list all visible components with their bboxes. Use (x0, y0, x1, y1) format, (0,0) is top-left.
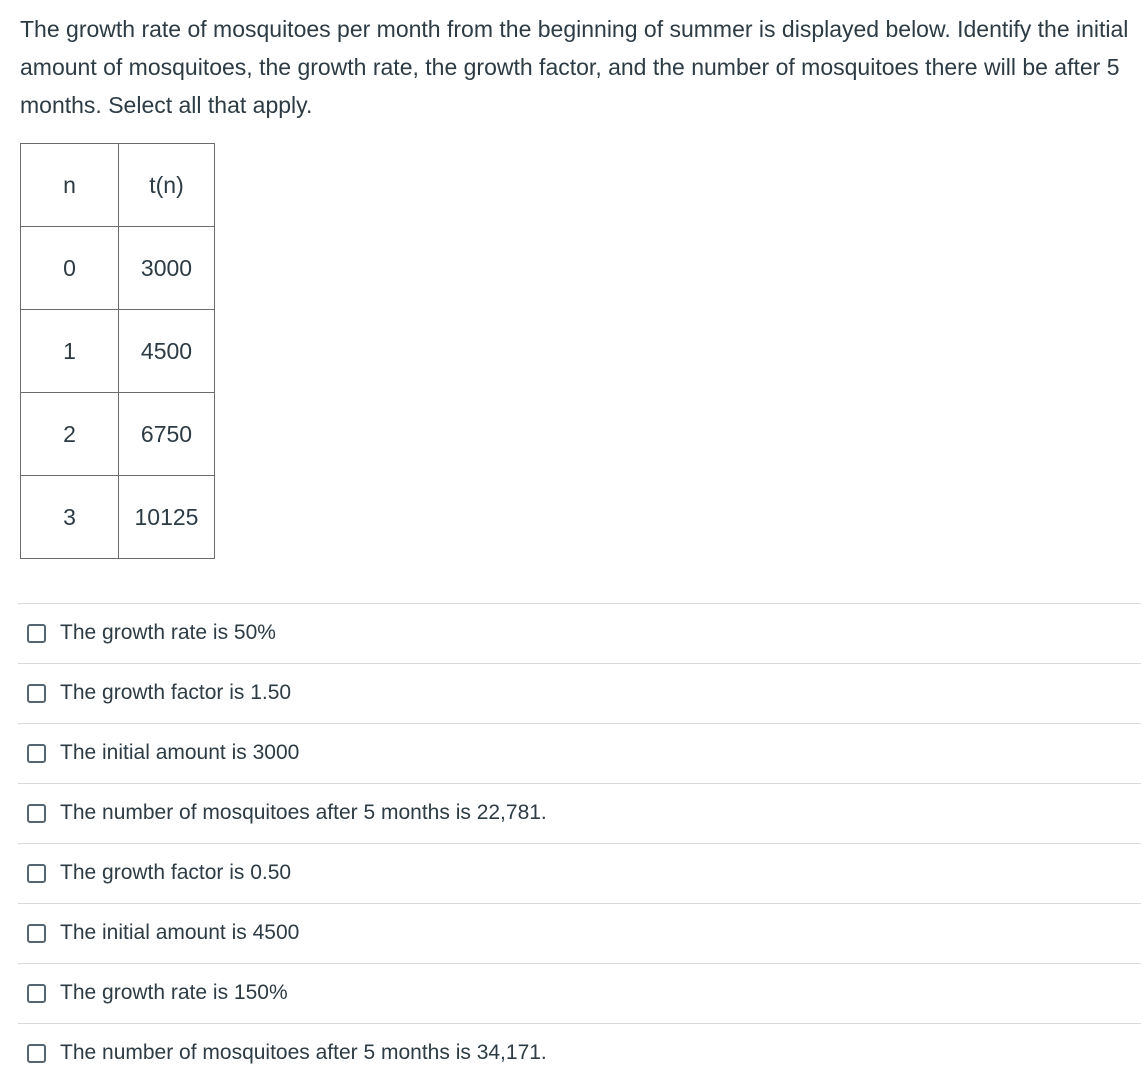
answer-label: The growth rate is 50% (60, 620, 276, 644)
answer-label: The number of mosquitoes after 5 months is 22,781. (60, 800, 547, 824)
answer-option-5-months-22781[interactable] (18, 783, 1141, 843)
answer-label: The growth factor is 1.50 (60, 680, 292, 704)
answer-label: The number of mosquitoes after 5 months is 34,171. (60, 1040, 547, 1064)
table-cell-n: 0 (21, 227, 119, 310)
table-cell-n: 3 (21, 476, 119, 559)
table-row (21, 393, 215, 476)
table-cell-tn: 3000 (119, 227, 215, 310)
answer-option-growth-factor-0-50[interactable] (18, 843, 1141, 903)
answer-label: The growth rate is 150% (60, 980, 288, 1004)
checkbox[interactable] (27, 744, 46, 763)
table-row (21, 310, 215, 393)
table-row (21, 476, 215, 559)
table-cell-tn: 6750 (119, 393, 215, 476)
answer-label: The growth factor is 0.50 (60, 860, 292, 884)
answer-label: The initial amount is 3000 (60, 740, 300, 764)
answer-option-growth-factor-1-50[interactable] (18, 663, 1141, 723)
answer-label: The initial amount is 4500 (60, 920, 300, 944)
table-cell-tn: 10125 (119, 476, 215, 559)
answer-option-initial-4500[interactable] (18, 903, 1141, 963)
table-cell-n: 2 (21, 393, 119, 476)
question-text: The growth rate of mosquitoes per month from the beginning of summer is displayed below. Identify the initial amount of mosquitoes, the growth rate, the growth factor, and the number of mosquitoes there will be after 5 months. Select all that apply. (20, 16, 1129, 118)
checkbox[interactable] (27, 864, 46, 883)
table-header-row (21, 144, 215, 227)
growth-table (20, 143, 215, 559)
table-row (21, 227, 215, 310)
answer-list (18, 603, 1141, 1083)
answer-option-growth-rate-50[interactable] (18, 603, 1141, 663)
table-cell-tn: 4500 (119, 310, 215, 393)
column-header-tn: t(n) (119, 144, 215, 227)
checkbox[interactable] (27, 924, 46, 943)
answer-option-5-months-34171[interactable] (18, 1023, 1141, 1083)
checkbox[interactable] (27, 984, 46, 1003)
column-header-n: n (21, 144, 119, 227)
checkbox[interactable] (27, 1044, 46, 1063)
table-cell-n: 1 (21, 310, 119, 393)
checkbox[interactable] (27, 804, 46, 823)
answer-option-growth-rate-150[interactable] (18, 963, 1141, 1023)
answer-option-initial-3000[interactable] (18, 723, 1141, 783)
checkbox[interactable] (27, 624, 46, 643)
checkbox[interactable] (27, 684, 46, 703)
